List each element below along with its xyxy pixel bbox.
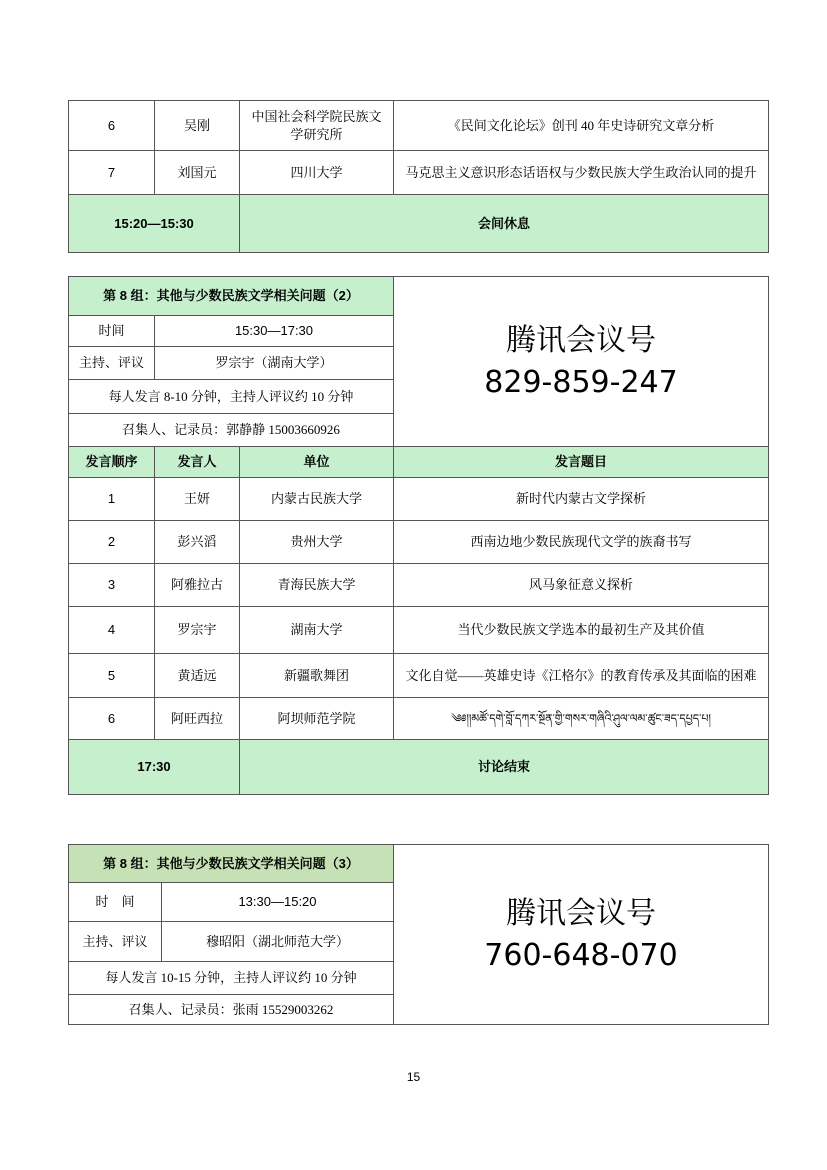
speech-topic: 当代少数民族文学选本的最初生产及其价值	[394, 607, 769, 654]
row-number: 5	[69, 654, 155, 698]
row-number: 2	[69, 521, 155, 564]
break-time: 15:20—15:30	[69, 195, 240, 253]
header-row	[69, 447, 769, 478]
speaker-unit: 贵州大学	[240, 521, 394, 564]
speaker-unit: 中国社会科学院民族文学研究所	[240, 101, 394, 151]
speaker-unit: 新疆歌舞团	[240, 654, 394, 698]
host-label: 主持、评议	[69, 922, 162, 962]
meeting-label: 腾讯会议号	[506, 322, 656, 358]
end-label: 讨论结束	[240, 740, 769, 795]
group2-title: 第 8 组：其他与少数民族文学相关问题（2）	[69, 277, 394, 316]
speech-topic: 《民间文化论坛》创刊 40 年史诗研究文章分析	[394, 101, 769, 151]
speaker-unit: 湖南大学	[240, 607, 394, 654]
convener: 召集人、记录员：郭静静 15003660926	[69, 414, 394, 447]
speaker-name: 阿雅拉古	[155, 564, 240, 607]
meeting-label: 腾讯会议号	[506, 895, 656, 931]
row-number: 4	[69, 607, 155, 654]
header-speaker: 发言人	[155, 447, 240, 478]
group2-table	[68, 276, 769, 795]
table-row	[69, 698, 769, 740]
group3-title: 第 8 组：其他与少数民族文学相关问题（3）	[69, 845, 394, 883]
row-number: 1	[69, 478, 155, 521]
speaker-name: 罗宗宇	[155, 607, 240, 654]
row-number: 6	[69, 101, 155, 151]
time-value: 15:30—17:30	[155, 316, 394, 347]
meeting-number: 829-859-247	[484, 364, 678, 400]
host-label: 主持、评议	[69, 347, 155, 380]
row-number: 7	[69, 151, 155, 195]
meeting-number: 760-648-070	[484, 937, 678, 973]
group2-meeting-box	[394, 277, 769, 447]
speech-topic: 西南边地少数民族现代文学的族裔书写	[394, 521, 769, 564]
speech-topic: ༄༅།།མཚོ་དགེ་བློ་དཀར་སྔོན་གྱི་གསར་གཞིའི་ཤུལ་ལམ་ཚུང་ཟད་དཔྱད་པ།	[394, 698, 769, 740]
speaking-rule: 每人发言 10-15 分钟，主持人评议约 10 分钟	[69, 962, 394, 995]
group3-meeting-box	[394, 845, 769, 1025]
speaker-unit: 青海民族大学	[240, 564, 394, 607]
speaker-name: 黄适远	[155, 654, 240, 698]
table-row	[69, 564, 769, 607]
end-row	[69, 740, 769, 795]
header-order: 发言顺序	[69, 447, 155, 478]
row-number: 3	[69, 564, 155, 607]
break-row	[69, 195, 769, 253]
speaking-rule: 每人发言 8-10 分钟，主持人评议约 10 分钟	[69, 380, 394, 414]
table-row	[69, 151, 769, 195]
top-table	[68, 100, 769, 253]
host-value: 罗宗宇（湖南大学）	[155, 347, 394, 380]
convener: 召集人、记录员：张雨 15529003262	[69, 995, 394, 1025]
group3-table	[68, 844, 769, 1025]
speaker-name: 刘国元	[155, 151, 240, 195]
time-label: 时 间	[69, 883, 162, 922]
host-value: 穆昭阳（湖北师范大学）	[162, 922, 394, 962]
speaker-name: 王妍	[155, 478, 240, 521]
time-value: 13:30—15:20	[162, 883, 394, 922]
speech-topic: 文化自觉——英雄史诗《江格尔》的教育传承及其面临的困难	[394, 654, 769, 698]
header-unit: 单位	[240, 447, 394, 478]
table-row	[69, 478, 769, 521]
end-time: 17:30	[69, 740, 240, 795]
break-label: 会间休息	[240, 195, 769, 253]
speech-topic: 马克思主义意识形态话语权与少数民族大学生政治认同的提升	[394, 151, 769, 195]
table-row	[69, 654, 769, 698]
speaker-name: 吴刚	[155, 101, 240, 151]
speaker-unit: 阿坝师范学院	[240, 698, 394, 740]
table-row	[69, 521, 769, 564]
row-number: 6	[69, 698, 155, 740]
speaker-unit: 四川大学	[240, 151, 394, 195]
speech-topic: 风马象征意义探析	[394, 564, 769, 607]
speaker-name: 彭兴滔	[155, 521, 240, 564]
table-row	[69, 607, 769, 654]
page-number: 15	[406, 1070, 421, 1084]
time-label: 时间	[69, 316, 155, 347]
speaker-unit: 内蒙古民族大学	[240, 478, 394, 521]
header-topic: 发言题目	[394, 447, 769, 478]
table-row	[69, 101, 769, 151]
speech-topic: 新时代内蒙古文学探析	[394, 478, 769, 521]
speaker-name: 阿旺西拉	[155, 698, 240, 740]
